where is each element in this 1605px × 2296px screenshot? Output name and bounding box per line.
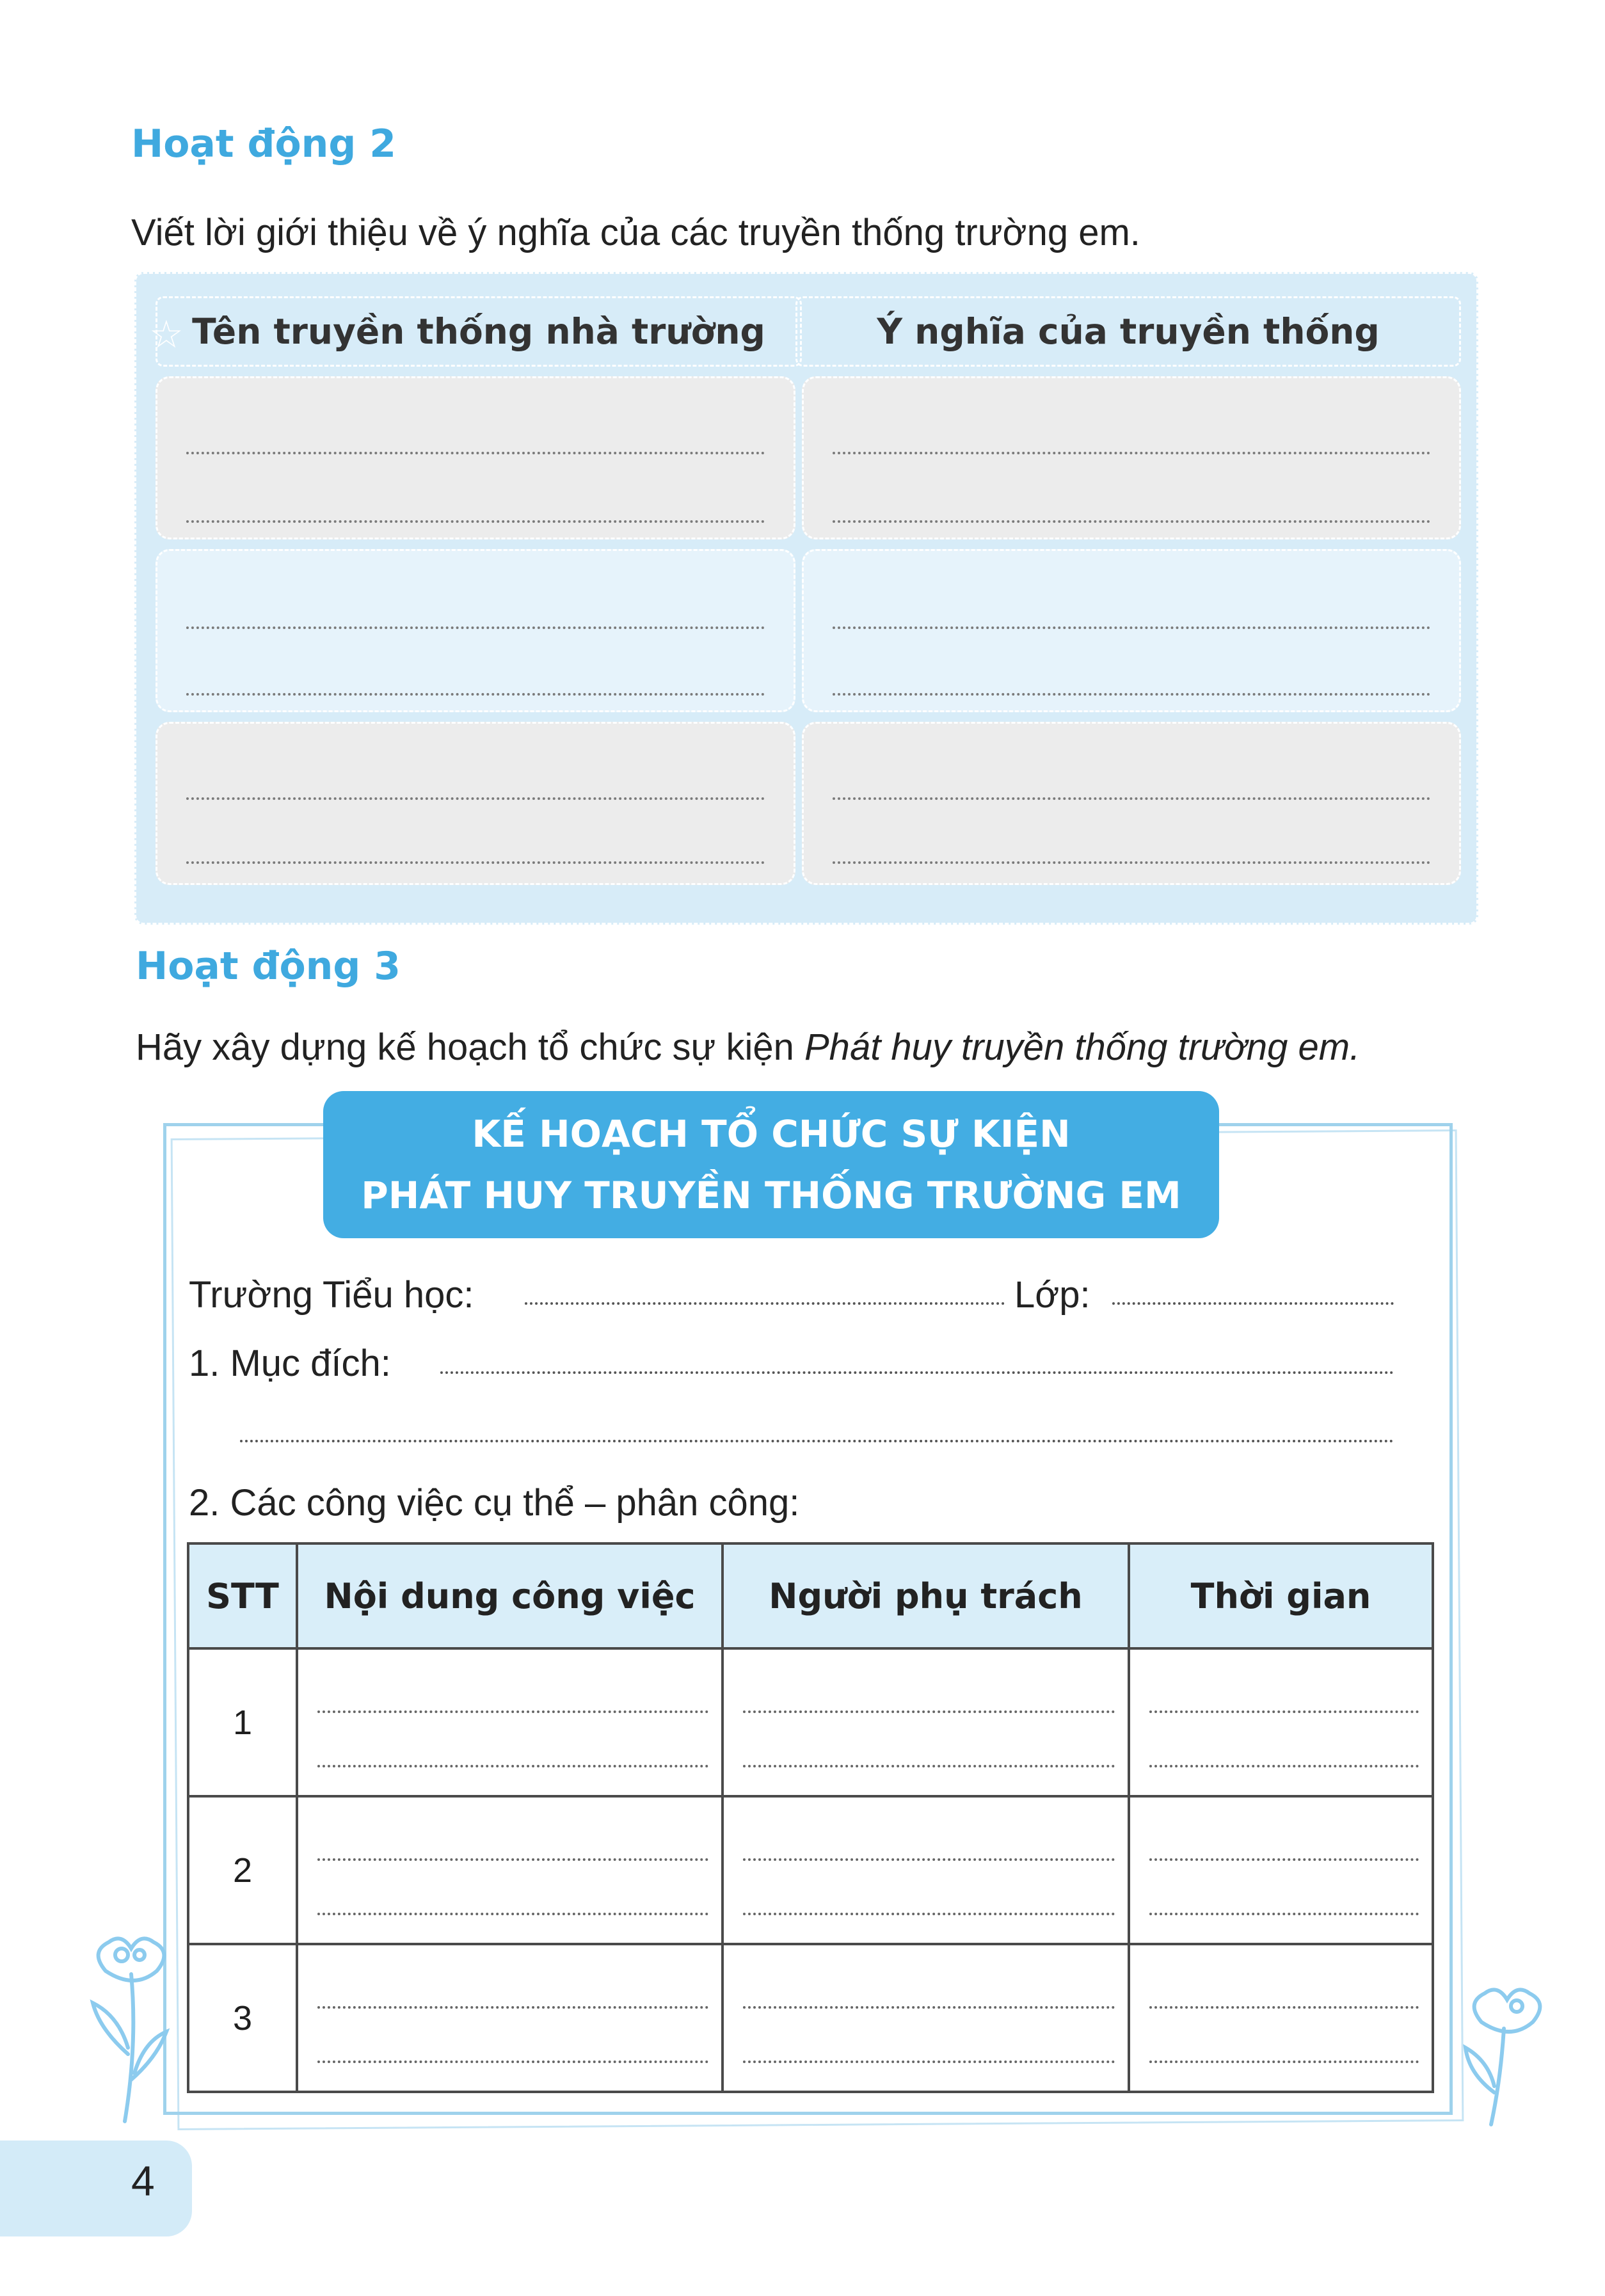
traditions-meaning-header: Ý nghĩa của truyền thống (795, 296, 1461, 367)
traditions-name-cell[interactable] (156, 376, 795, 539)
purpose-label: 1. Mục đích: (189, 1343, 391, 1384)
row-number: 1 (188, 1648, 297, 1796)
time-cell[interactable] (1129, 1648, 1433, 1796)
purpose-field[interactable] (440, 1371, 1394, 1374)
activity-2-instruction: Viết lời giới thiệu về ý nghĩa của các truyền thống trường em. (131, 212, 1140, 253)
school-field[interactable] (525, 1302, 1005, 1305)
person-cell[interactable] (723, 1648, 1129, 1796)
header-stt: STT (188, 1543, 297, 1648)
flower-right-icon (1456, 1977, 1552, 2131)
flower-left-icon (77, 1926, 186, 2125)
row-number: 2 (188, 1796, 297, 1944)
time-cell[interactable] (1129, 1796, 1433, 1944)
header-task-content: Nội dung công việc (297, 1543, 723, 1648)
tasks-table (187, 1542, 1434, 2093)
plan-banner-line1: KẾ HOẠCH TỔ CHỨC SỰ KIỆN (472, 1112, 1071, 1156)
traditions-name-header: Tên truyền thống nhà trường (156, 296, 802, 367)
task-content-cell[interactable] (297, 1796, 723, 1944)
tasks-label: 2. Các công việc cụ thể – phân công: (189, 1482, 800, 1524)
purpose-field-line2[interactable] (240, 1440, 1394, 1442)
time-cell[interactable] (1129, 1944, 1433, 2092)
plan-banner (323, 1091, 1219, 1238)
header-time: Thời gian (1129, 1543, 1433, 1648)
person-cell[interactable] (723, 1944, 1129, 2092)
class-field[interactable] (1112, 1302, 1394, 1305)
activity-2-heading: Hoạt động 2 (131, 122, 396, 166)
traditions-name-cell[interactable] (156, 549, 795, 712)
activity-3-instruction: Hãy xây dựng kế hoạch tổ chức sự kiện Phát huy truyền thống trường em. (136, 1026, 1361, 1068)
traditions-meaning-cell[interactable] (802, 549, 1461, 712)
row-number: 3 (188, 1944, 297, 2092)
task-content-cell[interactable] (297, 1648, 723, 1796)
page-number-tab (0, 2141, 192, 2236)
traditions-table (134, 272, 1478, 925)
table-row (188, 1648, 1433, 1796)
table-row (188, 1944, 1433, 2092)
traditions-meaning-cell[interactable] (802, 376, 1461, 539)
page-number: 4 (131, 2157, 155, 2204)
task-content-cell[interactable] (297, 1944, 723, 2092)
table-row (188, 1796, 1433, 1944)
school-label: Trường Tiểu học: (189, 1274, 474, 1316)
star-icon: ☆ (149, 313, 184, 356)
header-person-in-charge: Người phụ trách (723, 1543, 1129, 1648)
class-label: Lớp: (1014, 1274, 1090, 1316)
traditions-name-cell[interactable] (156, 722, 795, 885)
person-cell[interactable] (723, 1796, 1129, 1944)
plan-banner-line2: PHÁT HUY TRUYỀN THỐNG TRƯỜNG EM (361, 1174, 1181, 1217)
traditions-meaning-cell[interactable] (802, 722, 1461, 885)
activity-3-heading: Hoạt động 3 (136, 944, 401, 989)
